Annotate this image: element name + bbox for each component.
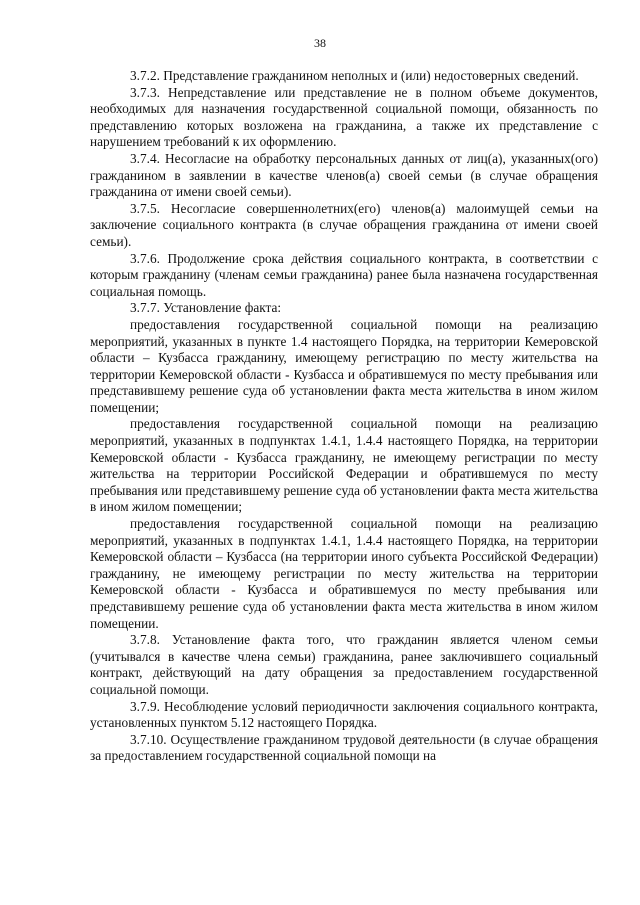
paragraph-3-7-7: 3.7.7. Установление факта: xyxy=(130,300,282,316)
paragraph-3-7-6: 3.7.6. Продолжение срока действия социального контракта, в соответствии с которым гражданину (членам семьи гражданина) ранее была назначена государственная социальная помощь. xyxy=(90,250,598,299)
page-number: 38 xyxy=(314,36,326,50)
paragraph-3-7-2: 3.7.2. Представление гражданином неполных и (или) недостоверных сведений. xyxy=(130,68,579,83)
paragraph-3-7-7-item-2: предоставления государственной социальной помощи на реализацию мероприятий, указанных в подпунктах 1.4.1, 1.4.4 настоящего Порядка, на территории Кемеровской области - Кузбасса гражданину, не имеющему регистрации по месту жительства на территории Российской Федерации и обратившемуся по месту пребывания или представившему решение суда об установлении факта места жительства в ином жилом помещении; xyxy=(90,416,598,515)
document-body xyxy=(90,68,598,765)
paragraph-3-7-3: 3.7.3. Непредставление или представление не в полном объеме документов, необходимых для назначения государственной социальной помощи, обязанность по представлению которых возложена на гражданина, а также их представление с нарушением требований к их оформлению. xyxy=(90,84,598,150)
paragraph-3-7-4: 3.7.4. Несогласие на обработку персональных данных от лиц(а), указанных(ого) гражданином в заявлении в качестве членов(а) своей семьи (в случае обращения гражданина от имени своей семьи). xyxy=(90,150,598,200)
paragraph-3-7-10: 3.7.10. Осуществление гражданином трудовой деятельности (в случае обращения за предоставлением государственной социальной помощи на xyxy=(90,731,598,764)
paragraph-3-7-8: 3.7.8. Установление факта того, что гражданин является членом семьи (учитывался в качестве члена семьи) гражданина, ранее заключившего социальный контракт, действующий на дату обращения за предоставлением государственной социальной помощи. xyxy=(90,632,598,697)
paragraph-3-7-5: 3.7.5. Несогласие совершеннолетних(его) членов(а) малоимущей семьи на заключение социального контракта (в случае обращения гражданина от имени своей семьи). xyxy=(90,200,598,249)
paragraph-3-7-7-item-1: предоставления государственной социальной помощи на реализацию мероприятий, указанных в пункте 1.4 настоящего Порядка, на территории Кемеровской области – Кузбасса гражданину, имеющему регистрацию по месту жительства на территории Кемеровской области - Кузбасса и обратившемуся по месту пребывания или представившему решение суда об установлении факта места жительства в ином жилом помещении; xyxy=(90,316,598,415)
paragraph-3-7-9: 3.7.9. Несоблюдение условий периодичности заключения социального контракта, установленных пунктом 5.12 настоящего Порядка. xyxy=(90,698,598,731)
paragraph-3-7-7-item-3: предоставления государственной социальной помощи на реализацию мероприятий, указанных в подпунктах 1.4.1, 1.4.4 настоящего Порядка, на территории Кемеровской области – Кузбасса (на территории иного субъекта Российской Федерации) гражданину, не имеющему регистрации по месту жительства на территории Кемеровской области - Кузбасса и обратившемуся по месту пребывания или представившему решение суда об установлении факта места жительства в ином жилом помещении. xyxy=(90,516,598,631)
